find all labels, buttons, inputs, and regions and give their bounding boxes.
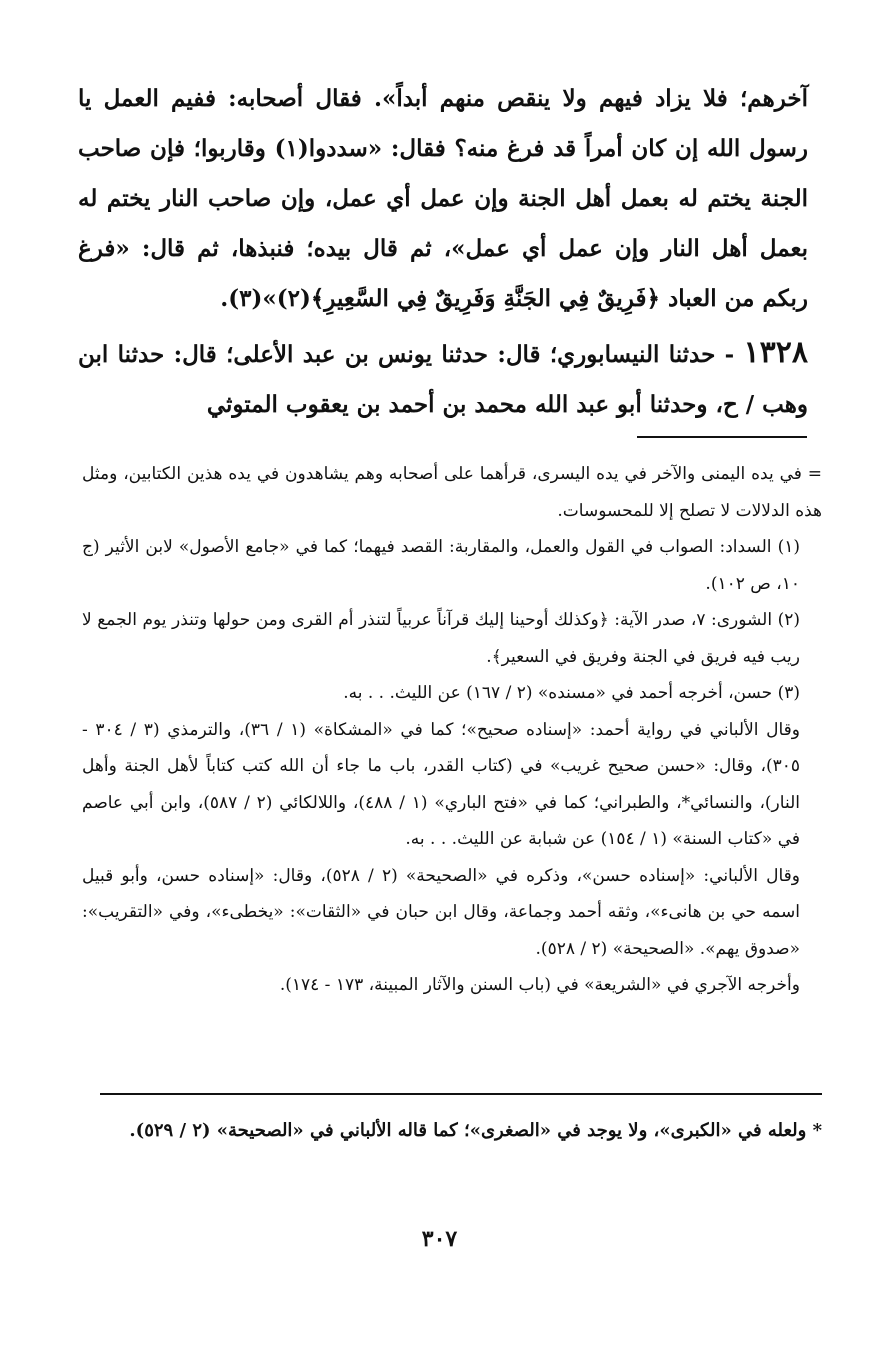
footnote-continuation: = في يده اليمنى والآخر في يده اليسرى، قرأهما على أصحابه وهم يشاهدون في يده هذين الكتابين، ومثل هذه الدلالات لا تصلح إلا للمحسوسات. bbox=[82, 464, 822, 521]
footnotes bbox=[82, 456, 822, 1004]
footnote-3: (٣) حسن، أخرجه أحمد في «مسنده» (٢ / ١٦٧) عن الليث. . . به. bbox=[343, 683, 800, 703]
bottom-separator bbox=[100, 1093, 822, 1095]
hadith-number: ١٣٢٨ bbox=[743, 335, 808, 370]
asterisk-note-text: * ولعله في «الكبرى»، ولا يوجد في «الصغرى»؛ كما قاله الألباني في «الصحيحة» (٢ / ٥٢٩). bbox=[129, 1120, 822, 1141]
footnote-2: (٢) الشورى: ٧، صدر الآية: ﴿وكذلك أوحينا إليك قرآناً عربياً لتنذر أم القرى ومن حولها وتنذر يوم الجمع لا ريب فيه فريق في الجنة وفريق في السعير﴾. bbox=[82, 610, 800, 667]
page-number: ٣٠٧ bbox=[421, 1226, 458, 1252]
footnote-1: (١) السداد: الصواب في القول والعمل، والمقاربة: القصد فيهما؛ كما في «جامع الأصول» لابن الأثير (ج ١٠، ص ١٠٢). bbox=[82, 537, 800, 594]
main-text bbox=[78, 74, 808, 430]
hadith-text: - حدثنا النيسابوري؛ قال: حدثنا يونس بن عبد الأعلى؛ قال: حدثنا ابن وهب / ح، وحدثنا أبو عبد الله محمد بن أحمد بن يعقوب المتوثي bbox=[78, 341, 808, 418]
footnote-3-albani-sahiha: وقال الألباني: «إسناده حسن»، وذكره في «الصحيحة» (٢ / ٥٢٨)، وقال: «إسناده حسن، وأبو قبيل اسمه حي بن هانىء»، وثقه أحمد وجماعة، وقال ابن حبان في «الثقات»: «يخطىء»، وفي «التقريب»: «صدوق يهم». «الصحيحة» (٢ / ٥٢٨). bbox=[82, 865, 800, 959]
footnote-3-ajurri: وأخرجه الآجري في «الشريعة» في (باب السنن والآثار المبينة، ١٧٣ - ١٧٤). bbox=[279, 975, 800, 995]
asterisk-note bbox=[100, 1110, 822, 1152]
footnote-separator bbox=[637, 436, 807, 438]
main-paragraph-1: آخرهم؛ فلا يزاد فيهم ولا ينقص منهم أبداً». فقال أصحابه: ففيم العمل يا رسول الله إن كان أمراً قد فرغ منه؟ فقال: «سددوا(١) وقاربوا؛ فإن صاحب الجنة يختم له بعمل أهل الجنة وإن عمل أي عمل، وإن صاحب النار يختم له بعمل أهل النار وإن عمل أي عمل»، ثم قال بيده؛ فنبذها، ثم قال: «فرغ ربكم من العباد ﴿فَرِيقٌ فِي الجَنَّةِ وَفَرِيقٌ فِي السَّعِيرِ﴾(٢)»(٣). bbox=[78, 85, 808, 312]
main-paragraph-2 bbox=[78, 328, 808, 430]
footnote-3-albani-ahmad: وقال الألباني في رواية أحمد: «إسناده صحيح»؛ كما في «المشكاة» (١ / ٣٦)، والترمذي (٣ / ٣٠٤ - ٣٠٥)، وقال: «حسن صحيح غريب» في (كتاب القدر، باب ما جاء أن الله كتب كتاباً لأهل الجنة وأهل النار)، والنسائي*، والطبراني؛ كما في «فتح الباري» (١ / ٤٨٨)، واللالكائي (٢ / ٥٨٧)، وابن أبي عاصم في «كتاب السنة» (١ / ١٥٤) عن شبابة عن الليث. . . به. bbox=[82, 719, 800, 849]
